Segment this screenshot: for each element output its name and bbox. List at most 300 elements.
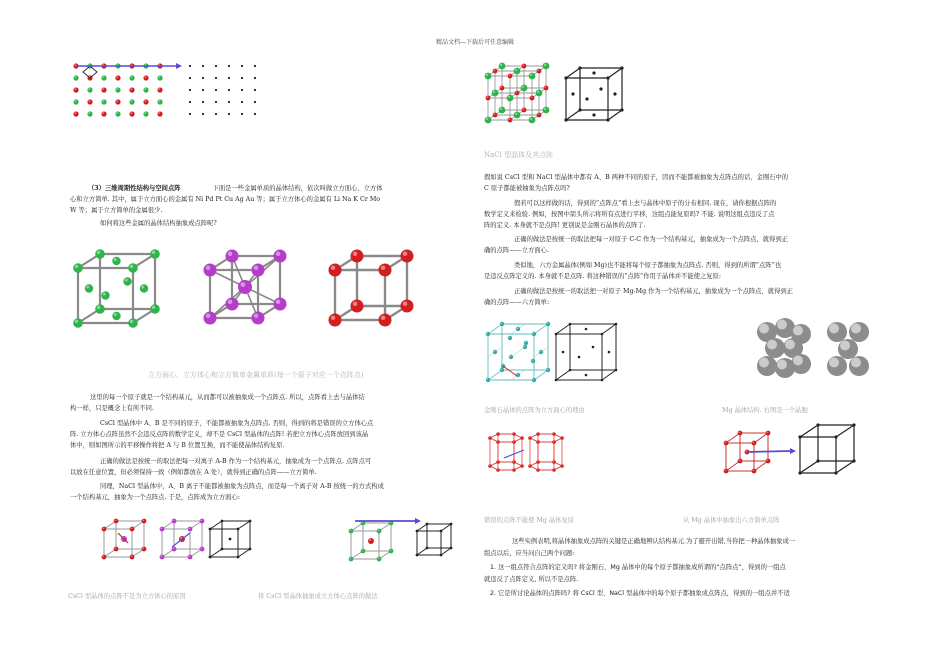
atom-highlight (532, 359, 534, 361)
atom-highlight (403, 251, 408, 256)
atom-highlight (537, 69, 539, 71)
grid-line (534, 324, 548, 334)
atom-highlight (228, 251, 233, 256)
ion (537, 69, 542, 74)
corner-atom (150, 304, 160, 314)
atom-highlight (276, 299, 281, 304)
atom-highlight (125, 279, 128, 282)
atom-highlight (88, 112, 90, 114)
atom-highlight (116, 112, 118, 114)
section-title: （3）三维周期性结构与空间点阵 (88, 185, 181, 192)
lattice-dot (189, 65, 191, 67)
lattice-2d-figure (70, 60, 270, 120)
atom-highlight (489, 437, 490, 438)
arrow (172, 533, 190, 547)
lattice-dot (613, 92, 616, 95)
arrow (503, 366, 517, 376)
atom-highlight (724, 441, 726, 443)
atom-highlight (524, 345, 526, 347)
lattice-dot (852, 459, 855, 462)
ion (73, 75, 78, 80)
ion (500, 86, 505, 91)
atom-highlight (553, 441, 554, 442)
atom-highlight (158, 100, 160, 102)
caption-diamond: 金刚石晶体的点阵为立方面心的理由 (484, 407, 585, 414)
corner-atom (142, 519, 147, 524)
atom-highlight (102, 555, 104, 557)
corner-atom (150, 249, 160, 259)
atom-highlight (144, 88, 146, 90)
atom-highlight (553, 469, 554, 470)
ion (522, 64, 527, 69)
corner-atom (351, 250, 364, 263)
mg-atom (512, 440, 516, 444)
atom-highlight (513, 469, 514, 470)
atom-highlight (141, 286, 144, 289)
atom-highlight (102, 527, 104, 529)
diamond-figure (484, 318, 614, 398)
atom-highlight (525, 341, 527, 343)
atom-highlight (777, 320, 787, 330)
atom-highlight (513, 461, 514, 462)
corner-atom (204, 312, 217, 325)
atom-highlight (349, 529, 351, 531)
atom-highlight (840, 341, 850, 351)
corner-atom (204, 264, 217, 277)
corner-atom (95, 249, 105, 259)
lattice-dot (228, 89, 230, 91)
atom-highlight (116, 76, 118, 78)
lattice-dot (592, 346, 595, 349)
carbon-atom (500, 368, 504, 372)
ion (101, 99, 106, 104)
carbon-atom (546, 322, 550, 326)
lattice-dot (221, 548, 224, 551)
atom-highlight (160, 527, 162, 529)
ion (129, 87, 134, 92)
corner-atom (188, 555, 193, 560)
atom-highlight (349, 557, 351, 559)
ion (544, 86, 549, 91)
translation-arrow (747, 451, 790, 452)
question-line: 如何将这些金属的晶体结构抽象成点阵呢? (100, 220, 217, 227)
ion (493, 69, 498, 74)
carbon-atom (500, 322, 504, 326)
cube-edge (441, 524, 451, 531)
atom-highlight (158, 76, 160, 78)
atom-highlight (553, 433, 554, 434)
ion (101, 111, 106, 116)
grid-line (511, 347, 525, 357)
ion (157, 111, 162, 116)
question-1: 1. 这一组点符合点阵的定义吗? 将金刚石、Mg 晶体中的每个原子都抽象成所谓的“点阵点”，得到的一组点 (490, 564, 786, 571)
atom-highlight (829, 324, 839, 334)
lattice-dot (608, 351, 611, 354)
lattice-dot (215, 89, 217, 91)
atom-highlight (97, 251, 100, 254)
atom-highlight (510, 355, 512, 357)
ion (157, 99, 162, 104)
ion (499, 107, 506, 114)
lattice-dot (585, 328, 588, 331)
mg-atom (766, 459, 771, 464)
atom-highlight (537, 441, 538, 442)
ion (115, 87, 120, 92)
atom-highlight (508, 74, 510, 76)
face-atom (140, 284, 148, 292)
cube-edge (608, 68, 622, 78)
atom-highlight (497, 469, 498, 470)
corner-atom (128, 263, 138, 273)
atom-highlight (74, 88, 76, 90)
corner-atom (351, 300, 364, 313)
ion (485, 73, 492, 80)
atom-highlight (97, 306, 100, 309)
atom-highlight (785, 340, 795, 350)
atom-highlight (561, 465, 562, 466)
caption-metal-structures: 立方面心、立方体心和立方简单金属单质(每一个原子对应一个点阵点) (148, 371, 364, 379)
atom-highlight (515, 113, 517, 115)
mg-atom (552, 468, 556, 472)
lattice-dot (564, 76, 567, 79)
ion (514, 112, 521, 119)
atom-highlight (240, 282, 245, 287)
atom-highlight (381, 315, 386, 320)
corner-atom (349, 557, 354, 562)
mg-atom (766, 431, 771, 436)
lattice-dot (599, 87, 602, 90)
corner-atom (274, 250, 287, 263)
atom-highlight (206, 313, 211, 318)
corner-atom (329, 314, 342, 327)
cube-edge (238, 549, 250, 557)
mg-atom (560, 464, 564, 468)
section-paragraph-1 (88, 183, 383, 194)
lattice-dot (215, 101, 217, 103)
corner-atom (361, 549, 366, 554)
cube-edge (602, 324, 616, 334)
atom-highlight (114, 258, 117, 261)
lattice-dot (215, 113, 217, 115)
ion (73, 111, 78, 116)
atom-highlight (513, 441, 514, 442)
lattice-dot (215, 65, 217, 67)
ion (536, 90, 543, 97)
ion (543, 107, 550, 114)
lattice-dot (249, 520, 252, 523)
para3b: 以放在任意位置，但必须保持一致（例如都放在 A 处），就得到正确的点阵——立方简单. (70, 469, 317, 476)
intro-line-3: W 等；属于立方简单的金属很少. (70, 207, 163, 214)
carbon-atom (493, 350, 497, 354)
mg-atom (724, 469, 729, 474)
mg-atom (496, 432, 500, 436)
corner-atom (160, 527, 165, 532)
mg-atom (738, 459, 743, 464)
atom-highlight (487, 378, 489, 380)
atom-highlight (493, 113, 495, 115)
r-para1: 假如说 CsCl 型和 NaCl 型晶体中都有 A、B 两种不同的原子，因而不能都被抽象为点阵点的话，金刚石中的 (484, 174, 789, 181)
ion (115, 75, 120, 80)
lattice-dot (237, 528, 240, 531)
lattice-dot (569, 323, 572, 326)
lattice-dot (254, 65, 256, 67)
ion (143, 75, 148, 80)
atom-highlight (74, 76, 76, 78)
atom-highlight (752, 469, 754, 471)
lattice-dot (202, 101, 204, 103)
atom-highlight (74, 64, 76, 66)
ion (73, 99, 78, 104)
sc-cube-figure (325, 248, 425, 348)
mg-atom (528, 436, 532, 440)
atom-highlight (114, 313, 117, 316)
cube-edge (556, 324, 570, 334)
mg-atom (552, 460, 556, 464)
cube-edge (754, 461, 768, 471)
ion (87, 99, 92, 104)
atom-highlight (142, 519, 144, 521)
ion (73, 87, 78, 92)
cube-edge (608, 110, 622, 120)
atom-highlight (172, 547, 174, 549)
lattice-dot (249, 548, 252, 551)
cube-edge (441, 548, 451, 555)
carbon-atom (516, 327, 520, 331)
corner-atom (114, 547, 119, 552)
atom-highlight (130, 555, 132, 557)
atom-highlight (361, 549, 363, 551)
caption-mg-hex: 从 Mg 晶体中抽象出六方简单点阵 (683, 517, 780, 524)
cube-edge (417, 548, 427, 555)
atom-highlight (377, 557, 379, 559)
atom-highlight (752, 441, 754, 443)
corner-atom (200, 519, 205, 524)
intro-line-1: 下面是一些金属单质的晶体结构，依次叫做立方面心、立方体 (212, 185, 383, 192)
lattice-dot (426, 523, 429, 526)
ion (514, 68, 521, 75)
atom-highlight (500, 86, 502, 88)
atom-highlight (389, 549, 391, 551)
atom-highlight (533, 332, 535, 334)
carbon-atom (509, 355, 513, 359)
atom-highlight (517, 373, 519, 375)
ion (87, 111, 92, 116)
corner-atom (389, 549, 394, 554)
mg-atom (738, 431, 743, 436)
para3: 正确的做法是按统一的取法把每一对离子 A-B 作为一个结构基元，抽象成为一个点阵点. 点阵点可 (100, 458, 372, 465)
atom-highlight (486, 74, 488, 76)
corner-atom (379, 264, 392, 277)
lattice-dot (189, 113, 191, 115)
ion (522, 108, 527, 113)
atom-highlight (793, 356, 803, 366)
atom-highlight (493, 91, 495, 93)
ion (87, 87, 92, 92)
r-para3b: 确的点阵——立方面心. (484, 247, 549, 254)
carbon-atom (486, 332, 490, 336)
lattice-dot (254, 89, 256, 91)
para2: CsCl 型晶体中 A、B 是不同的原子，不能都被抽象为点阵点. 否则，得到的将是错误的立方体心点 (100, 420, 374, 427)
r-para2b: 数学定义来检验. 例如，按图中箭头所示将所有点进行平移，这组点能复原吗? 不能. 说明这组点违反了点 (484, 211, 775, 218)
cube-edge (800, 461, 818, 473)
intro-line-2: 心和立方简单. 其中，属于立方面心的金属有 Ni Pd Pt Cu Ag Au 等；属于立方体心的金属有 Li Na K Cr Mo (70, 196, 381, 203)
corner-atom (379, 314, 392, 327)
mg-atom (496, 468, 500, 472)
atom-highlight (540, 350, 542, 352)
atom-highlight (144, 100, 146, 102)
ion (508, 74, 513, 79)
carbon-atom (532, 332, 536, 336)
lattice-dot (228, 65, 230, 67)
lattice-dot (202, 65, 204, 67)
atom-highlight (74, 112, 76, 114)
r-para6b: 组点以后，应当问自己两个问题: (484, 550, 575, 557)
lattice-dot (202, 113, 204, 115)
ion (529, 117, 536, 124)
face-atom (123, 277, 131, 285)
mg-atom (512, 460, 516, 464)
para2c: 体中，则如图所示的平移操作将把 A 与 B 位置互换，而不能使晶体结构复原. (70, 442, 285, 449)
para4b: 一个结构基元，抽象为一个点阵点. 于是，点阵成为立方面心: (70, 494, 240, 501)
lattice-dot (189, 89, 191, 91)
r-para2: 假若可以这样做的话，得到的“点阵点”看上去与晶体中原子的分布相同. 现在，请你根据点阵的 (514, 200, 777, 207)
lattice-dot (592, 113, 595, 116)
ion (129, 99, 134, 104)
atom-highlight (766, 459, 768, 461)
mg-atom (752, 469, 757, 474)
cube-edge (836, 425, 854, 437)
lattice-dot (578, 66, 581, 69)
atom-highlight (851, 358, 861, 368)
lattice-dot (569, 369, 572, 372)
atom-highlight (102, 76, 104, 78)
lattice-dot (620, 66, 623, 69)
lattice-dot (834, 435, 837, 438)
atom-highlight (144, 112, 146, 114)
lattice-dot (229, 538, 232, 541)
ion (115, 111, 120, 116)
corner-atom (329, 264, 342, 277)
atom-highlight (521, 465, 522, 466)
lattice-dot (241, 113, 243, 115)
atom-highlight (228, 299, 233, 304)
mg-atom (536, 460, 540, 464)
atom-highlight (369, 539, 371, 541)
atom-highlight (130, 112, 132, 114)
atom-highlight (530, 74, 532, 76)
atom-highlight (502, 364, 504, 366)
lattice-dot (416, 554, 419, 557)
corner-atom (226, 250, 239, 263)
ion (508, 118, 513, 123)
atom-highlight (116, 88, 118, 90)
atom-highlight (544, 86, 546, 88)
ion (507, 95, 514, 102)
mg-atom (488, 464, 492, 468)
mg-atom (528, 464, 532, 468)
corner-atom (188, 527, 193, 532)
atom-highlight (533, 378, 535, 380)
cube-edge (726, 461, 740, 471)
atom-highlight (724, 469, 726, 471)
arrow-head (790, 448, 796, 454)
lattice-dot (578, 356, 581, 359)
center-atom (368, 538, 374, 544)
lattice-dot (241, 101, 243, 103)
mg-atom (552, 432, 556, 436)
atom-highlight (188, 555, 190, 557)
bcc-cube-figure (198, 248, 298, 348)
atom-highlight (381, 265, 386, 270)
body-atom (238, 280, 252, 294)
lattice-dot (450, 523, 453, 526)
lattice-dot (798, 435, 801, 438)
atom-highlight (86, 286, 89, 289)
cube-edge (726, 433, 740, 443)
carbon-atom (523, 345, 527, 349)
ion (157, 87, 162, 92)
r-para6: 这些实例表明,将晶体抽象成点阵的关键是正确地辨认结构基元.为了避开出错,当你把一种晶体抽象成一 (512, 538, 796, 545)
lattice-dot (852, 423, 855, 426)
para2b: 阵. 立方体心点阵虽然不会违反点阵的数学定义，却不是 CsCl 型晶体的点阵! 若把立方体心点阵放回到该晶 (70, 431, 369, 438)
ion (115, 99, 120, 104)
grid-line (534, 370, 548, 380)
lattice-dot (601, 333, 604, 336)
atom-highlight (160, 555, 162, 557)
corner-atom (401, 300, 414, 313)
nacl-lattice-figure (562, 64, 632, 134)
mg-atom (536, 468, 540, 472)
mg-atom (536, 432, 540, 436)
carbon-atom (508, 336, 512, 340)
r-para5: 正确的做法是按统一的取法把一对原子 Mg-Mg 作为一个结构基元，抽象成为一个点阵点，就得到正 (514, 288, 793, 295)
corner-atom (95, 304, 105, 314)
lattice-dot (816, 423, 819, 426)
atom-highlight (489, 465, 490, 466)
atom-highlight (75, 265, 78, 268)
atom-highlight (486, 118, 488, 120)
corner-atom (252, 312, 265, 325)
corner-atom (160, 555, 165, 560)
lattice-dot (578, 108, 581, 111)
atom-highlight (544, 64, 546, 66)
atom-highlight (353, 301, 358, 306)
lattice-dot (592, 71, 595, 74)
cube-edge (210, 549, 222, 557)
lattice-dot (189, 77, 191, 79)
question-2: 2. 它是所讨论晶体的点阵吗? 将 CsCl 型、NaCl 型晶体中的每个原子都抽象成点阵点，得到的一组点并不适 (490, 590, 790, 597)
corner-atom (172, 519, 177, 524)
atom-highlight (130, 100, 132, 102)
cube-edge (556, 370, 570, 380)
caption-cscl-wrong: CsCl 型晶体的点阵不是为立方体心的原因 (68, 593, 186, 600)
cube-edge (210, 521, 222, 529)
corner-atom (73, 263, 83, 273)
face-atom (85, 284, 93, 292)
r-para1b: C 原子都能被抽象为点阵点吗? (484, 185, 570, 192)
lattice-dot (416, 530, 419, 533)
corner-atom (114, 519, 119, 524)
lattice-dot (564, 118, 567, 121)
cube-edge (417, 524, 427, 531)
ion (485, 117, 492, 124)
lattice-dot (440, 530, 443, 533)
lattice-dot (555, 333, 558, 336)
lattice-dot (440, 554, 443, 557)
atom-highlight (522, 108, 524, 110)
carbon-atom (531, 359, 535, 363)
corner-atom (349, 529, 354, 534)
